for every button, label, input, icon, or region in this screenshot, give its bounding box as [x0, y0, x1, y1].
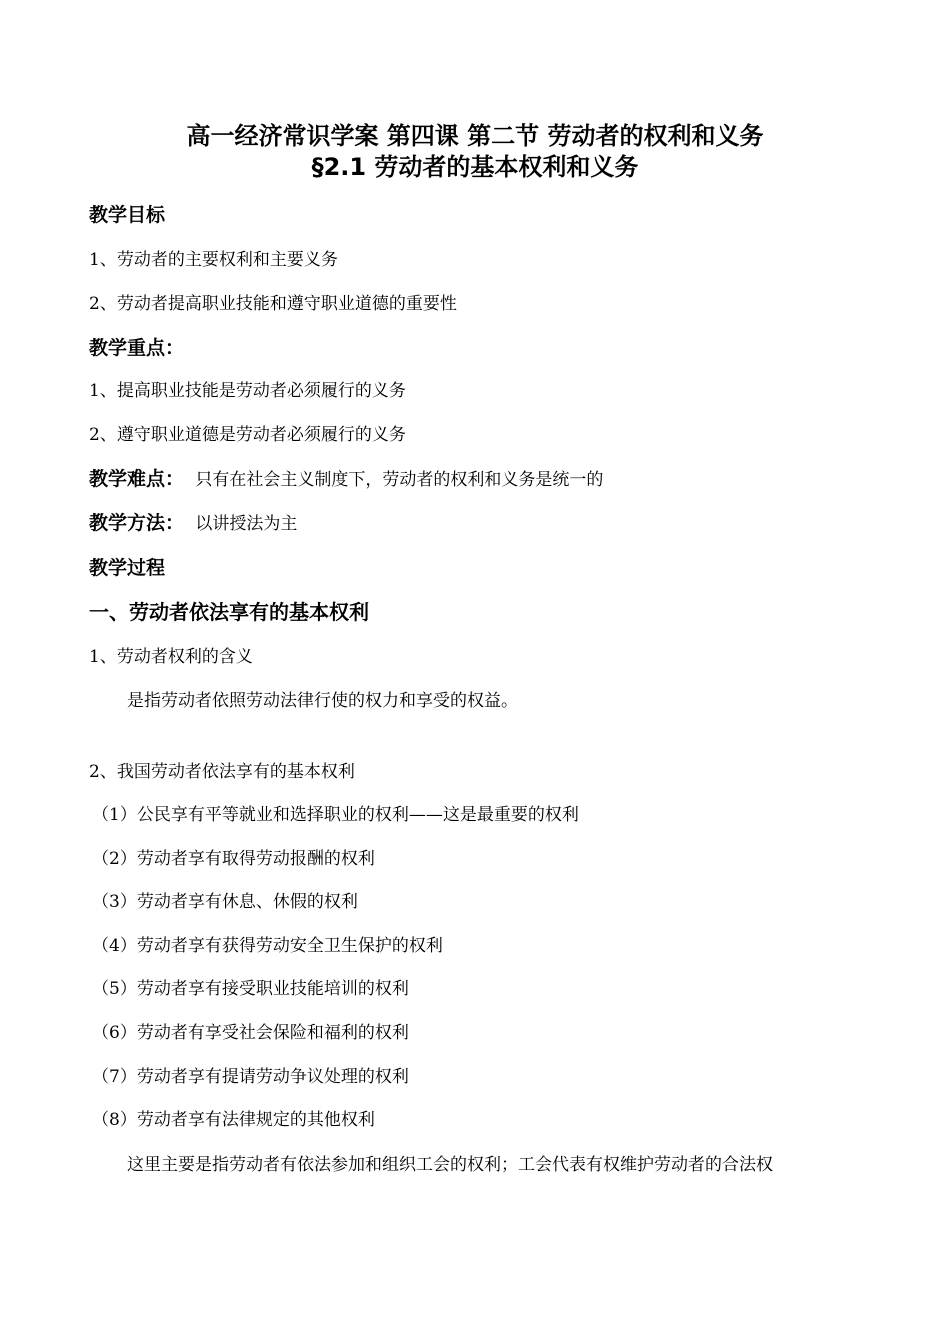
difficulty-label: 教学难点：: [89, 468, 185, 490]
method-label: 教学方法：: [89, 512, 185, 534]
subsection-title: 2、我国劳动者依法享有的基本权利: [89, 762, 355, 782]
goal-item: 1、劳动者的主要权利和主要义务: [89, 250, 338, 270]
rights-item: （2）劳动者享有取得劳动报酬的权利: [92, 849, 375, 869]
goal-item: 2、劳动者提高职业技能和遵守职业道德的重要性: [89, 294, 457, 314]
key-points-heading: 教学重点：: [89, 337, 185, 359]
rights-item: （7）劳动者享有提请劳动争议处理的权利: [92, 1067, 409, 1087]
closing-paragraph: 这里主要是指劳动者有依法参加和组织工会的权利；工会代表有权维护劳动者的合法权: [127, 1155, 773, 1175]
key-point-item: 1、提高职业技能是劳动者必须履行的义务: [89, 381, 406, 401]
key-point-item: 2、遵守职业道德是劳动者必须履行的义务: [89, 425, 406, 445]
rights-item: （4）劳动者享有获得劳动安全卫生保护的权利: [92, 936, 443, 956]
document-title: 高一经济常识学案 第四课 第二节 劳动者的权利和义务: [186, 122, 764, 150]
method-row: [89, 511, 297, 536]
difficulty-row: [89, 467, 603, 492]
section-heading: 一、劳动者依法享有的基本权利: [89, 600, 369, 624]
rights-item: （1）公民享有平等就业和选择职业的权利——这是最重要的权利: [92, 805, 579, 825]
rights-item: （5）劳动者享有接受职业技能培训的权利: [92, 979, 409, 999]
goals-heading: 教学目标: [89, 204, 166, 226]
difficulty-text: 只有在社会主义制度下，劳动者的权利和义务是统一的: [195, 470, 604, 490]
process-heading: 教学过程: [89, 557, 166, 579]
definition-text: 是指劳动者依照劳动法律行使的权力和享受的权益。: [127, 691, 518, 711]
method-text: 以讲授法为主: [195, 514, 298, 534]
document-subtitle: §2.1 劳动者的基本权利和义务: [311, 153, 639, 181]
rights-item: （8）劳动者享有法律规定的其他权利: [92, 1110, 375, 1130]
subsection-title: 1、劳动者权利的含义: [89, 647, 253, 667]
rights-item: （3）劳动者享有休息、休假的权利: [92, 892, 358, 912]
rights-item: （6）劳动者有享受社会保险和福利的权利: [92, 1023, 409, 1043]
